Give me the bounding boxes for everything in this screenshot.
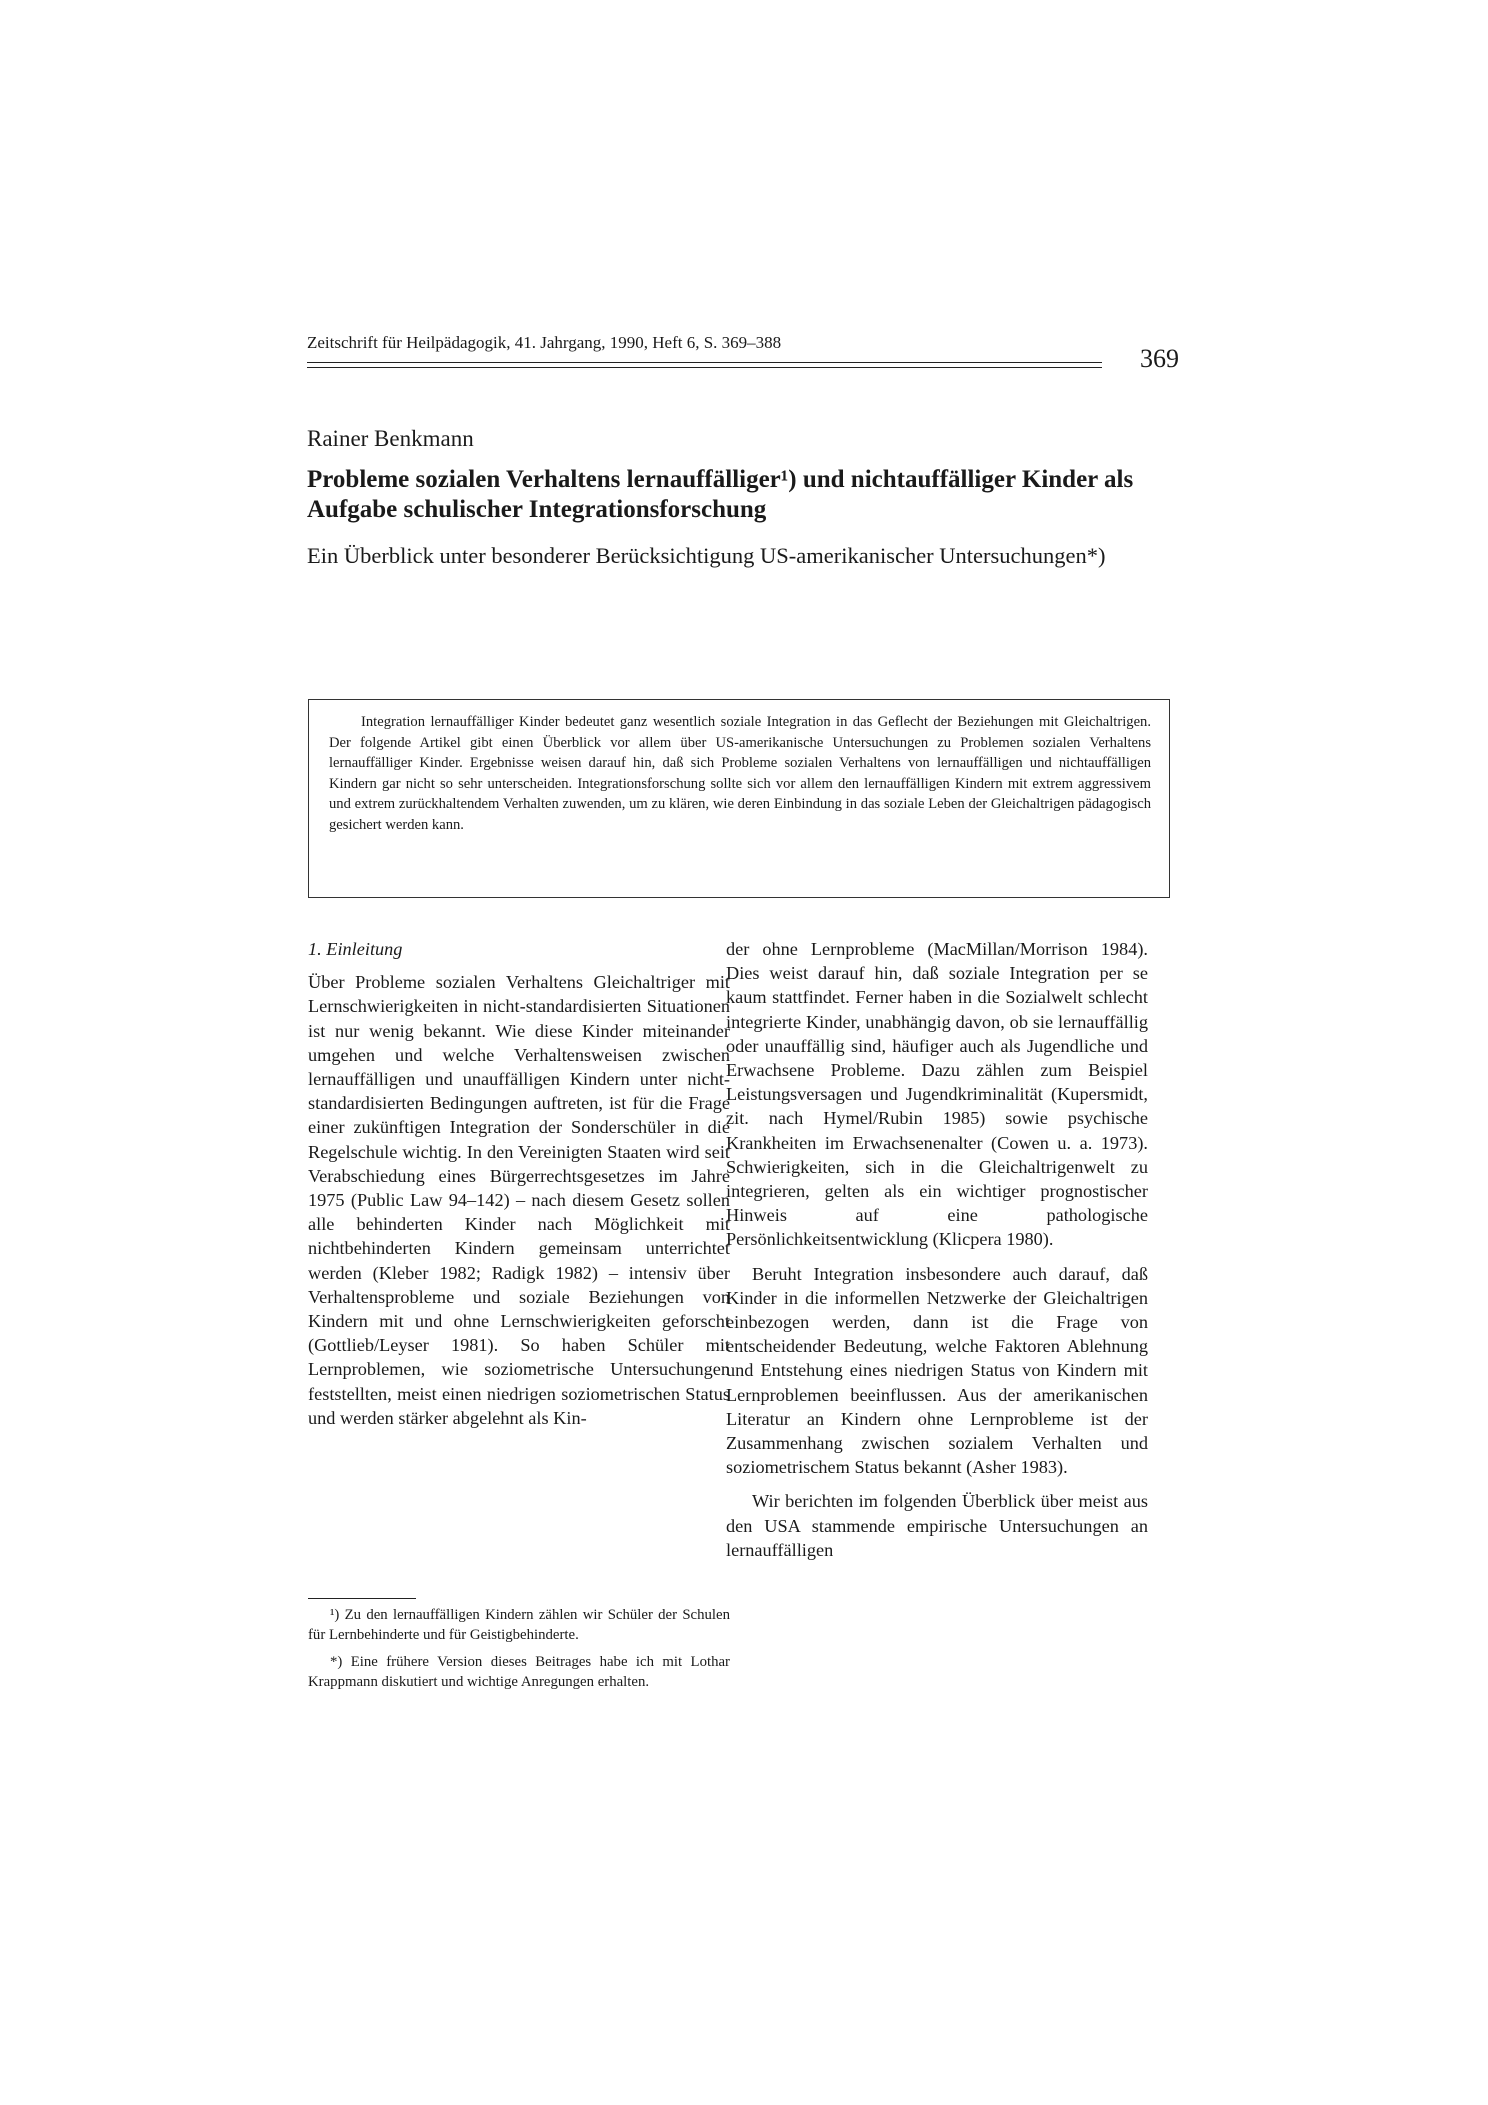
abstract-text: Integration lernauffälliger Kinder bedeutet ganz wesentlich soziale Integration in das Geflecht der Beziehungen mit Gleichaltrigen. Der folgende Artikel gibt einen Überblick vor allem über US-amerikanische Untersuchungen zu Problemen sozialen Verhaltens lernauffälliger Kinder. Ergebnisse weisen darauf hin, daß sich Probleme sozialen Verhaltens von lernauffälligen und nichtauffälligen Kindern gar nicht so sehr unterscheiden. Integrationsforschung sollte sich vor allem den lernauffälligen Kindern mit extrem aggressivem und extrem zurückhaltendem Verhalten zuwenden, um zu klären, wie deren Einbindung in das soziale Leben der Gleichaltrigen pädagogisch gesichert werden kann. bbox=[329, 714, 1151, 833]
footnote: *) Eine frühere Version dieses Beitrages habe ich mit Lothar Krappmann diskutiert und wichtige Anregungen erhalten. bbox=[308, 1654, 730, 1690]
footnote-rule bbox=[308, 1598, 416, 1599]
footnotes bbox=[308, 1605, 730, 1699]
header-rule-top bbox=[307, 362, 1102, 363]
paragraph: Wir berichten im folgenden Überblick über meist aus den USA stammende empirische Untersuchungen an lernauffälligen bbox=[726, 1491, 1148, 1560]
footnote: ¹) Zu den lernauffälligen Kindern zählen wir Schüler der Schulen für Lernbehinderte und für Geistigbehinderte. bbox=[308, 1607, 730, 1643]
paragraph: der ohne Lernprobleme (MacMillan/Morrison 1984). Dies weist darauf hin, daß soziale Integration per se kaum stattfindet. Ferner haben in die Sozialwelt schlecht integrierte Kinder, unabhängig davon, ob sie lernauffällig oder unauffällig sind, häufiger auch als Jugendliche und Erwachsene Probleme. Dazu zählen zum Beispiel Leistungsversagen und Jugendkriminalität (Kupersmidt, zit. nach Hymel/Rubin 1985) sowie psychische Krankheiten im Erwachsenenalter (Cowen u. a. 1973). Schwierigkeiten, sich in die Gleichaltrigenwelt zu integrieren, gelten als ein wichtiger prognostischer Hinweis auf eine pathologische Persönlichkeitsentwicklung (Klicpera 1980). bbox=[726, 939, 1148, 1250]
left-column bbox=[308, 937, 730, 1440]
paragraph: Beruht Integration insbesondere auch darauf, daß Kinder in die informellen Netzwerke der Gleichaltrigen einbezogen werden, dann ist die Frage von entscheidender Bedeutung, welche Faktoren Ablehnung und Entstehung eines niedrigen Status von Kindern mit Lernproblemen beeinflussen. Aus der amerikanischen Literatur an Kindern ohne Lernprobleme ist der Zusammenhang zwischen sozialem Verhalten und soziometrischem Status bekannt (Asher 1983). bbox=[726, 1263, 1148, 1478]
abstract-box bbox=[308, 699, 1170, 898]
article-subtitle: Ein Überblick unter besonderer Berücksichtigung US-amerikanischer Untersuchungen*) bbox=[307, 543, 1106, 568]
header-rule-bottom bbox=[307, 367, 1102, 368]
page-number: 369 bbox=[1140, 344, 1179, 373]
article-title: Probleme sozialen Verhaltens lernauffälliger¹) und nichtauffälliger Kinder als Aufgabe schulischer Integrationsforschung bbox=[307, 466, 1134, 523]
paragraph: Über Probleme sozialen Verhaltens Gleichaltriger mit Lernschwierigkeiten in nicht-standardisierten Situationen ist nur wenig bekannt. Wie diese Kinder miteinander umgehen und welche Verhaltensweisen zwischen lernauffälligen und unauffälligen Kindern unter nicht-standardisierten Bedingungen auftreten, ist für die Frage einer zukünftigen Integration der Sonderschüler in die Regelschule wichtig. In den Vereinigten Staaten wird seit Verabschiedung eines Bürgerrechtsgesetzes im Jahre 1975 (Public Law 94–142) – nach diesem Gesetz sollen alle behinderten Kinder nach Möglichkeit mit nichtbehinderten Kindern gemeinsam unterrichtet werden (Kleber 1982; Radigk 1982) – intensiv über Verhaltensprobleme und soziale Beziehungen von Kindern mit und ohne Lernschwierigkeiten geforscht (Gottlieb/Leyser 1981). So haben Schüler mit Lernproblemen, wie soziometrische Untersuchungen feststellten, meist einen niedrigen soziometrischen Status und werden stärker abgelehnt als Kin- bbox=[308, 972, 730, 1428]
author-name: Rainer Benkmann bbox=[307, 426, 474, 451]
right-column bbox=[726, 937, 1148, 1572]
journal-citation: Zeitschrift für Heilpädagogik, 41. Jahrgang, 1990, Heft 6, S. 369–388 bbox=[307, 333, 782, 352]
section-heading: 1. Einleitung bbox=[308, 939, 403, 959]
